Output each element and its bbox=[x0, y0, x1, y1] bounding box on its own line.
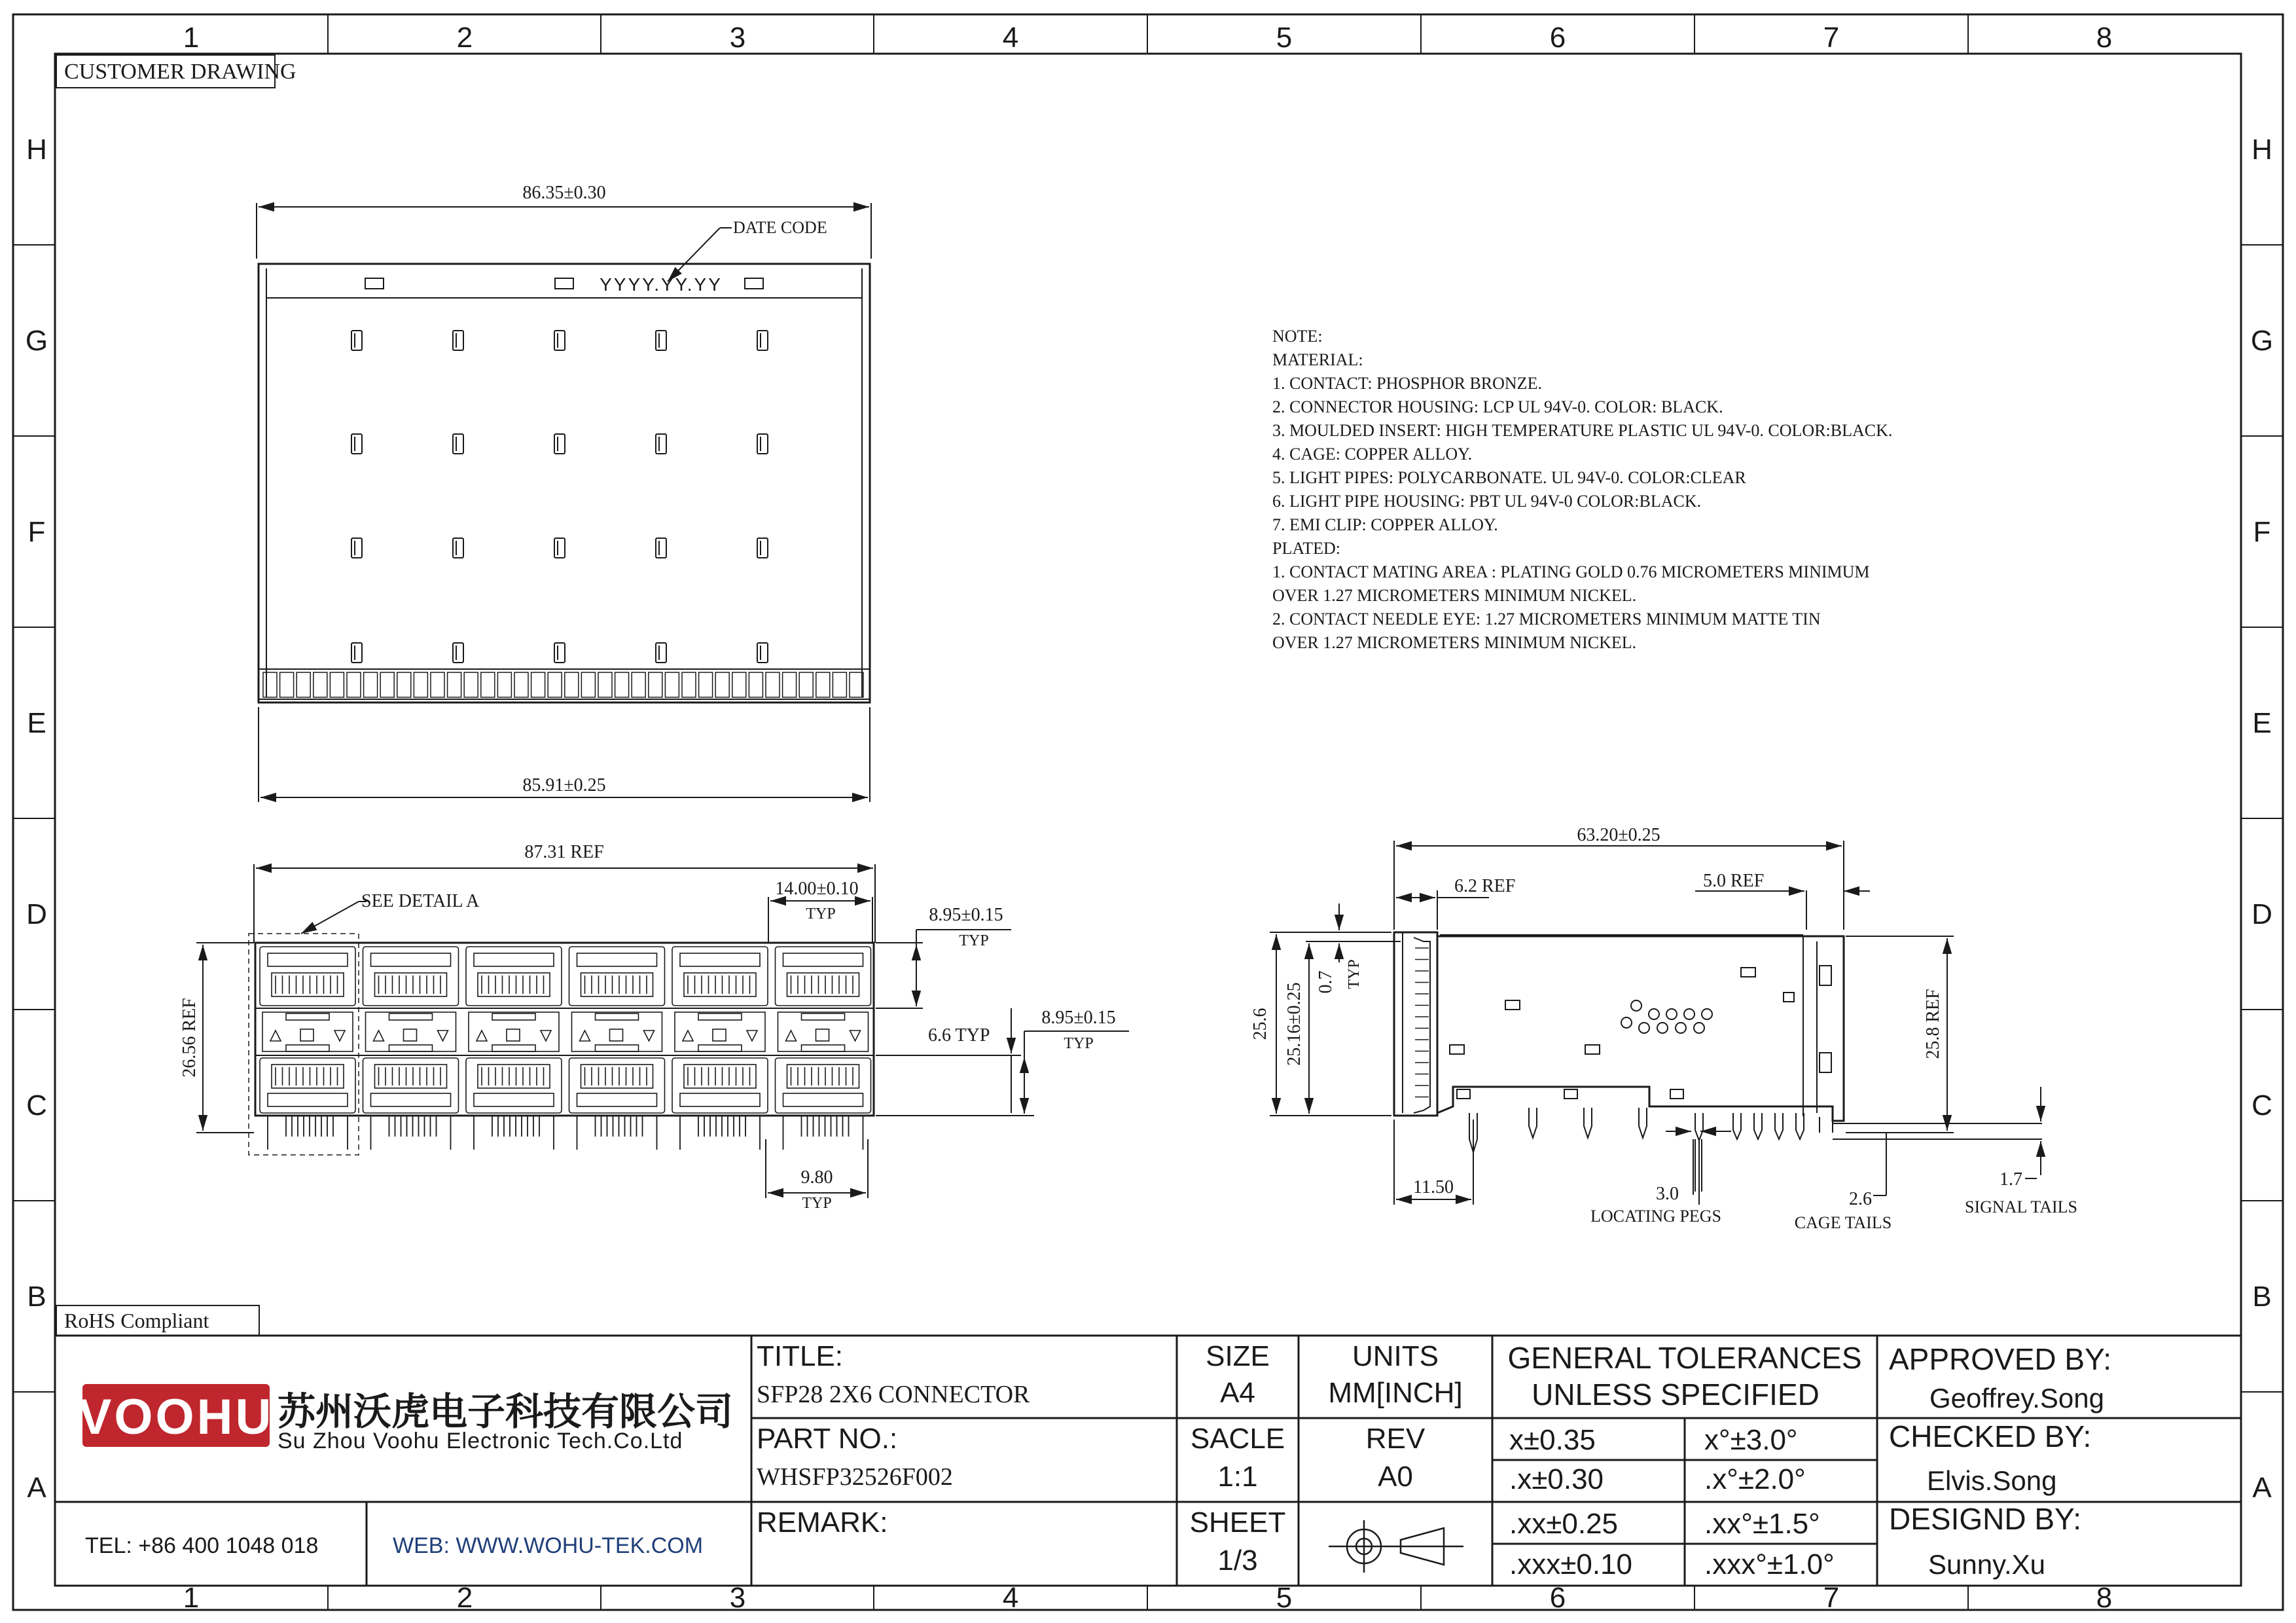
note-line: 6. LIGHT PIPE HOUSING: PBT UL 94V-0 COLOR:BLACK. bbox=[1272, 492, 1702, 511]
vent-slot bbox=[554, 434, 565, 454]
led-triangle-icon bbox=[334, 1030, 345, 1041]
port-latch bbox=[268, 1093, 348, 1106]
strip-cell bbox=[766, 672, 780, 697]
row-label: H bbox=[2251, 134, 2272, 166]
front-view bbox=[179, 842, 1129, 1212]
led-triangle-icon bbox=[747, 1030, 757, 1041]
col-label: 3 bbox=[729, 22, 746, 54]
strip-cell bbox=[632, 672, 645, 697]
col-label: 2 bbox=[456, 22, 473, 54]
vent-slot bbox=[656, 331, 666, 350]
lower-port bbox=[776, 1058, 871, 1113]
vent-slot bbox=[757, 643, 768, 663]
strip-cell bbox=[649, 672, 662, 697]
port-latch bbox=[268, 953, 348, 966]
row-label: E bbox=[2252, 707, 2272, 739]
strip-cell bbox=[347, 672, 361, 697]
led-tab bbox=[286, 1013, 329, 1020]
strip-cell bbox=[850, 672, 863, 697]
vent-slot bbox=[351, 331, 362, 350]
top-view bbox=[257, 183, 871, 802]
led-triangle-icon bbox=[850, 1030, 861, 1041]
vent-slot bbox=[453, 538, 463, 558]
row-label: A bbox=[2252, 1472, 2272, 1504]
rev-label: REV bbox=[1365, 1423, 1426, 1455]
strip-cell bbox=[732, 672, 746, 697]
date-code-value: YYYY.YY.YY bbox=[600, 274, 723, 295]
strip-cell bbox=[799, 672, 813, 697]
row-label: B bbox=[27, 1281, 46, 1313]
strip-cell bbox=[296, 672, 310, 697]
lower-port bbox=[569, 1058, 665, 1113]
note-line: 1. CONTACT MATING AREA : PLATING GOLD 0.76 MICROMETERS MINIMUM bbox=[1272, 562, 1870, 581]
col-label: 4 bbox=[1002, 1582, 1019, 1614]
led-square-icon bbox=[610, 1029, 623, 1041]
tolerance-angular: .xxx°±1.0° bbox=[1704, 1548, 1835, 1580]
port-dim-top: 8.95±0.15 bbox=[929, 905, 1003, 925]
row-label: F bbox=[27, 516, 46, 548]
vent-slot bbox=[656, 434, 666, 454]
col-label: 8 bbox=[2096, 22, 2113, 54]
tolerance-linear: .xx±0.25 bbox=[1509, 1508, 1619, 1540]
lower-port bbox=[672, 1058, 768, 1113]
side-bottom-offset: 11.50 bbox=[1413, 1177, 1454, 1197]
tolerance-angular: .x°±2.0° bbox=[1704, 1463, 1806, 1495]
port-array bbox=[260, 947, 871, 1113]
vent-slot bbox=[554, 331, 565, 350]
strip-cell bbox=[699, 672, 713, 697]
row-label: E bbox=[27, 707, 46, 739]
led-triangle-icon bbox=[580, 1030, 590, 1041]
row-label: C bbox=[2251, 1089, 2272, 1122]
strip-cell bbox=[615, 672, 629, 697]
led-square-icon bbox=[507, 1029, 520, 1041]
units-value: MM[INCH] bbox=[1328, 1377, 1463, 1409]
side-length: 63.20±0.25 bbox=[1577, 825, 1660, 845]
port-latch bbox=[474, 1093, 554, 1106]
strip-cell bbox=[682, 672, 696, 697]
vent-slot bbox=[757, 538, 768, 558]
tolerance-angular: .xx°±1.5° bbox=[1704, 1508, 1820, 1540]
strip-cell bbox=[464, 672, 478, 697]
vent-slot bbox=[656, 643, 666, 663]
row-label: G bbox=[25, 325, 48, 357]
port-gap-dim: 6.6 TYP bbox=[928, 1025, 990, 1046]
port-latch bbox=[371, 1093, 451, 1106]
note-line: 2. CONNECTOR HOUSING: LCP UL 94V-0. COLOR: BLACK. bbox=[1272, 397, 1723, 416]
projection-symbol-icon bbox=[1329, 1520, 1463, 1573]
strip-cell bbox=[431, 672, 444, 697]
led-triangle-icon bbox=[270, 1030, 281, 1041]
col-label: 6 bbox=[1549, 22, 1566, 54]
vent-slot bbox=[757, 331, 768, 350]
signal-value: 1.7 bbox=[2000, 1169, 2022, 1190]
signal-label: SIGNAL TAILS bbox=[1965, 1197, 2077, 1216]
led-triangle-icon bbox=[644, 1030, 655, 1041]
strip-cell bbox=[280, 672, 294, 697]
strip-cell bbox=[598, 672, 612, 697]
note-line: 7. EMI CLIP: COPPER ALLOY. bbox=[1272, 515, 1498, 534]
col-label: 5 bbox=[1276, 22, 1293, 54]
vent-slot bbox=[453, 331, 463, 350]
strip-cell bbox=[263, 672, 277, 697]
sheet-label: SHEET bbox=[1189, 1506, 1286, 1539]
units-label: UNITS bbox=[1352, 1340, 1439, 1372]
note-line: 4. CAGE: COPPER ALLOY. bbox=[1272, 445, 1473, 464]
port-dim-bottom-typ: TYP bbox=[1064, 1035, 1094, 1052]
led-triangle-icon bbox=[374, 1030, 384, 1041]
strip-cell bbox=[481, 672, 495, 697]
strip-cell bbox=[548, 672, 562, 697]
approved-label: APPROVED BY: bbox=[1889, 1342, 2112, 1376]
part-value: WHSFP32526F002 bbox=[757, 1463, 953, 1491]
port-latch bbox=[371, 953, 451, 966]
logo-text: VOOHU bbox=[78, 1389, 274, 1445]
port-latch bbox=[577, 1093, 657, 1106]
row-label: D bbox=[2251, 898, 2272, 930]
strip-cell bbox=[749, 672, 762, 697]
col-label: 6 bbox=[1549, 1582, 1566, 1614]
tolerance-linear: .x±0.30 bbox=[1509, 1463, 1604, 1495]
tolerance-angular: x°±3.0° bbox=[1704, 1424, 1798, 1456]
col-label: 2 bbox=[456, 1582, 473, 1614]
row-label: H bbox=[26, 134, 47, 166]
row-label: G bbox=[2250, 325, 2274, 357]
led-triangle-icon bbox=[541, 1030, 551, 1041]
title-value: SFP28 2X6 CONNECTOR bbox=[757, 1381, 1030, 1408]
port-latch bbox=[783, 1093, 863, 1106]
side-right-height: 25.8 REF bbox=[1923, 989, 1943, 1059]
designed-value: Sunny.Xu bbox=[1928, 1549, 2046, 1580]
col-label: 7 bbox=[1823, 1582, 1840, 1614]
led-square-icon bbox=[300, 1029, 314, 1041]
note-line: OVER 1.27 MICROMETERS MINIMUM NICKEL. bbox=[1272, 586, 1637, 605]
led-tab bbox=[286, 1045, 329, 1051]
tail-pitch: 9.80 bbox=[800, 1167, 833, 1188]
peg-value: 3.0 bbox=[1656, 1184, 1679, 1204]
designed-label: DESIGND BY: bbox=[1889, 1502, 2081, 1536]
row-label: B bbox=[2252, 1281, 2272, 1313]
side-view bbox=[1250, 825, 2077, 1232]
col-label: 4 bbox=[1002, 22, 1019, 54]
company-name-cn: 苏州沃虎电子科技有限公司 bbox=[278, 1391, 734, 1433]
led-square-icon bbox=[816, 1029, 829, 1041]
vent-slot bbox=[554, 643, 565, 663]
col-label: 3 bbox=[729, 1582, 746, 1614]
led-tab bbox=[389, 1045, 433, 1051]
strip-cell bbox=[364, 672, 378, 697]
row-label: D bbox=[26, 898, 47, 930]
port-latch bbox=[680, 1093, 760, 1106]
led-tab bbox=[802, 1045, 845, 1051]
date-code-label: DATE CODE bbox=[733, 218, 827, 237]
rohs-label: RoHS Compliant bbox=[64, 1309, 209, 1332]
col-label: 8 bbox=[2096, 1582, 2113, 1614]
led-tab bbox=[389, 1013, 433, 1020]
led-tab bbox=[698, 1013, 742, 1020]
scale-label: SACLE bbox=[1190, 1423, 1285, 1455]
checked-label: CHECKED BY: bbox=[1889, 1419, 2092, 1453]
vent-slot bbox=[351, 643, 362, 663]
led-tab bbox=[492, 1045, 535, 1051]
led-triangle-icon bbox=[786, 1030, 797, 1041]
row-label: F bbox=[2253, 516, 2271, 548]
led-square-icon bbox=[713, 1029, 726, 1041]
row-label: C bbox=[26, 1089, 47, 1122]
row-label: A bbox=[27, 1472, 46, 1504]
tolerance-header-2: UNLESS SPECIFIED bbox=[1532, 1377, 1820, 1412]
side-front-fins bbox=[1415, 948, 1429, 1097]
led-triangle-icon bbox=[476, 1030, 487, 1041]
led-triangle-icon bbox=[438, 1030, 448, 1041]
strip-cell bbox=[397, 672, 411, 697]
lower-port bbox=[363, 1058, 459, 1113]
col-label: 5 bbox=[1276, 1582, 1293, 1614]
note-line: MATERIAL: bbox=[1272, 350, 1363, 369]
checked-value: Elvis.Song bbox=[1927, 1465, 2057, 1496]
web-text: WEB: WWW.WOHU-TEK.COM bbox=[393, 1533, 704, 1558]
pitch-dim: 14.00±0.10 bbox=[775, 879, 859, 899]
led-square-icon bbox=[404, 1029, 417, 1041]
strip-cell bbox=[514, 672, 528, 697]
note-line: NOTE: bbox=[1272, 327, 1323, 346]
strip-cell bbox=[783, 672, 797, 697]
strip-cell bbox=[715, 672, 729, 697]
strip-cell bbox=[497, 672, 511, 697]
tolerance-linear: x±0.35 bbox=[1509, 1424, 1596, 1456]
port-dim-bottom: 8.95±0.15 bbox=[1041, 1008, 1116, 1028]
strip-cell bbox=[314, 672, 327, 697]
strip-cell bbox=[833, 672, 846, 697]
strip-cell bbox=[665, 672, 679, 697]
vent-slot bbox=[453, 643, 463, 663]
see-detail-a: SEE DETAIL A bbox=[361, 891, 480, 911]
height-ref: 26.56 REF bbox=[179, 998, 200, 1078]
strip-cell bbox=[581, 672, 595, 697]
sheet-value: 1/3 bbox=[1217, 1544, 1258, 1577]
part-label: PART NO.: bbox=[757, 1423, 898, 1455]
led-tab bbox=[492, 1013, 535, 1020]
port-latch bbox=[680, 953, 760, 966]
company-name-en: Su Zhou Voohu Electronic Tech.Co.Ltd bbox=[278, 1429, 683, 1453]
col-label: 7 bbox=[1823, 22, 1840, 54]
notes-block bbox=[1272, 327, 1892, 652]
led-tab bbox=[802, 1013, 845, 1020]
top-overall-width: 86.35±0.30 bbox=[522, 183, 606, 203]
led-triangle-icon bbox=[683, 1030, 693, 1041]
lower-port bbox=[466, 1058, 562, 1113]
side-flange-typ: TYP bbox=[1346, 959, 1363, 989]
lower-port bbox=[260, 1058, 355, 1113]
vent-slot bbox=[351, 434, 362, 454]
side-flange: 0.7 bbox=[1316, 970, 1336, 994]
top-vent-slots bbox=[351, 331, 768, 663]
note-line: 5. LIGHT PIPES: POLYCARBONATE. UL 94V-0. COLOR:CLEAR bbox=[1272, 468, 1746, 487]
top-vent-strip bbox=[263, 672, 863, 697]
note-line: PLATED: bbox=[1272, 539, 1340, 558]
strip-cell bbox=[531, 672, 545, 697]
strip-cell bbox=[414, 672, 427, 697]
vent-slot bbox=[554, 538, 565, 558]
vent-slot bbox=[351, 538, 362, 558]
side-left-ref: 6.2 REF bbox=[1454, 876, 1516, 896]
front-tails bbox=[268, 1116, 863, 1150]
vent-slot bbox=[757, 434, 768, 454]
pitch-typ: TYP bbox=[806, 905, 836, 922]
port-dim-top-typ: TYP bbox=[959, 932, 989, 949]
note-line: 1. CONTACT: PHOSPHOR BRONZE. bbox=[1272, 374, 1542, 393]
customer-drawing-label: CUSTOMER DRAWING bbox=[64, 60, 296, 84]
side-overall-height: 25.6 bbox=[1250, 1008, 1270, 1040]
front-ref-width: 87.31 REF bbox=[524, 842, 604, 862]
tolerance-header-1: GENERAL TOLERANCES bbox=[1507, 1341, 1862, 1375]
tolerance-linear: .xxx±0.10 bbox=[1509, 1548, 1633, 1580]
size-label: SIZE bbox=[1206, 1340, 1270, 1372]
side-body-height: 25.16±0.25 bbox=[1284, 982, 1304, 1066]
port-latch bbox=[577, 953, 657, 966]
led-tab bbox=[698, 1045, 742, 1051]
cage-value: 2.6 bbox=[1849, 1189, 1872, 1209]
remark-label: REMARK: bbox=[757, 1506, 888, 1539]
side-right-ref: 5.0 REF bbox=[1703, 871, 1765, 891]
port-latch bbox=[474, 953, 554, 966]
port-latch bbox=[783, 953, 863, 966]
title-label: TITLE: bbox=[757, 1340, 844, 1372]
vent-slot bbox=[656, 538, 666, 558]
strip-cell bbox=[380, 672, 394, 697]
strip-cell bbox=[565, 672, 579, 697]
tel-text: TEL: +86 400 1048 018 bbox=[85, 1533, 319, 1558]
strip-cell bbox=[448, 672, 461, 697]
approved-value: Geoffrey.Song bbox=[1929, 1383, 2104, 1413]
note-line: OVER 1.27 MICROMETERS MINIMUM NICKEL. bbox=[1272, 633, 1637, 652]
vent-slot bbox=[453, 434, 463, 454]
note-line: 2. CONTACT NEEDLE EYE: 1.27 MICROMETERS MINIMUM MATTE TIN bbox=[1272, 610, 1821, 629]
led-tab bbox=[596, 1045, 639, 1051]
col-label: 1 bbox=[183, 1582, 200, 1614]
peg-label: LOCATING PEGS bbox=[1590, 1207, 1722, 1226]
led-tab bbox=[596, 1013, 639, 1020]
rev-value: A0 bbox=[1378, 1461, 1413, 1493]
size-value: A4 bbox=[1220, 1377, 1255, 1409]
top-bottom-width: 85.91±0.25 bbox=[522, 775, 606, 795]
strip-cell bbox=[330, 672, 344, 697]
strip-cell bbox=[816, 672, 830, 697]
cage-label: CAGE TAILS bbox=[1794, 1213, 1892, 1232]
scale-value: 1:1 bbox=[1217, 1461, 1258, 1493]
tail-pitch-typ: TYP bbox=[802, 1195, 832, 1212]
note-line: 3. MOULDED INSERT: HIGH TEMPERATURE PLASTIC UL 94V-0. COLOR:BLACK. bbox=[1272, 421, 1893, 440]
col-label: 1 bbox=[183, 22, 200, 54]
